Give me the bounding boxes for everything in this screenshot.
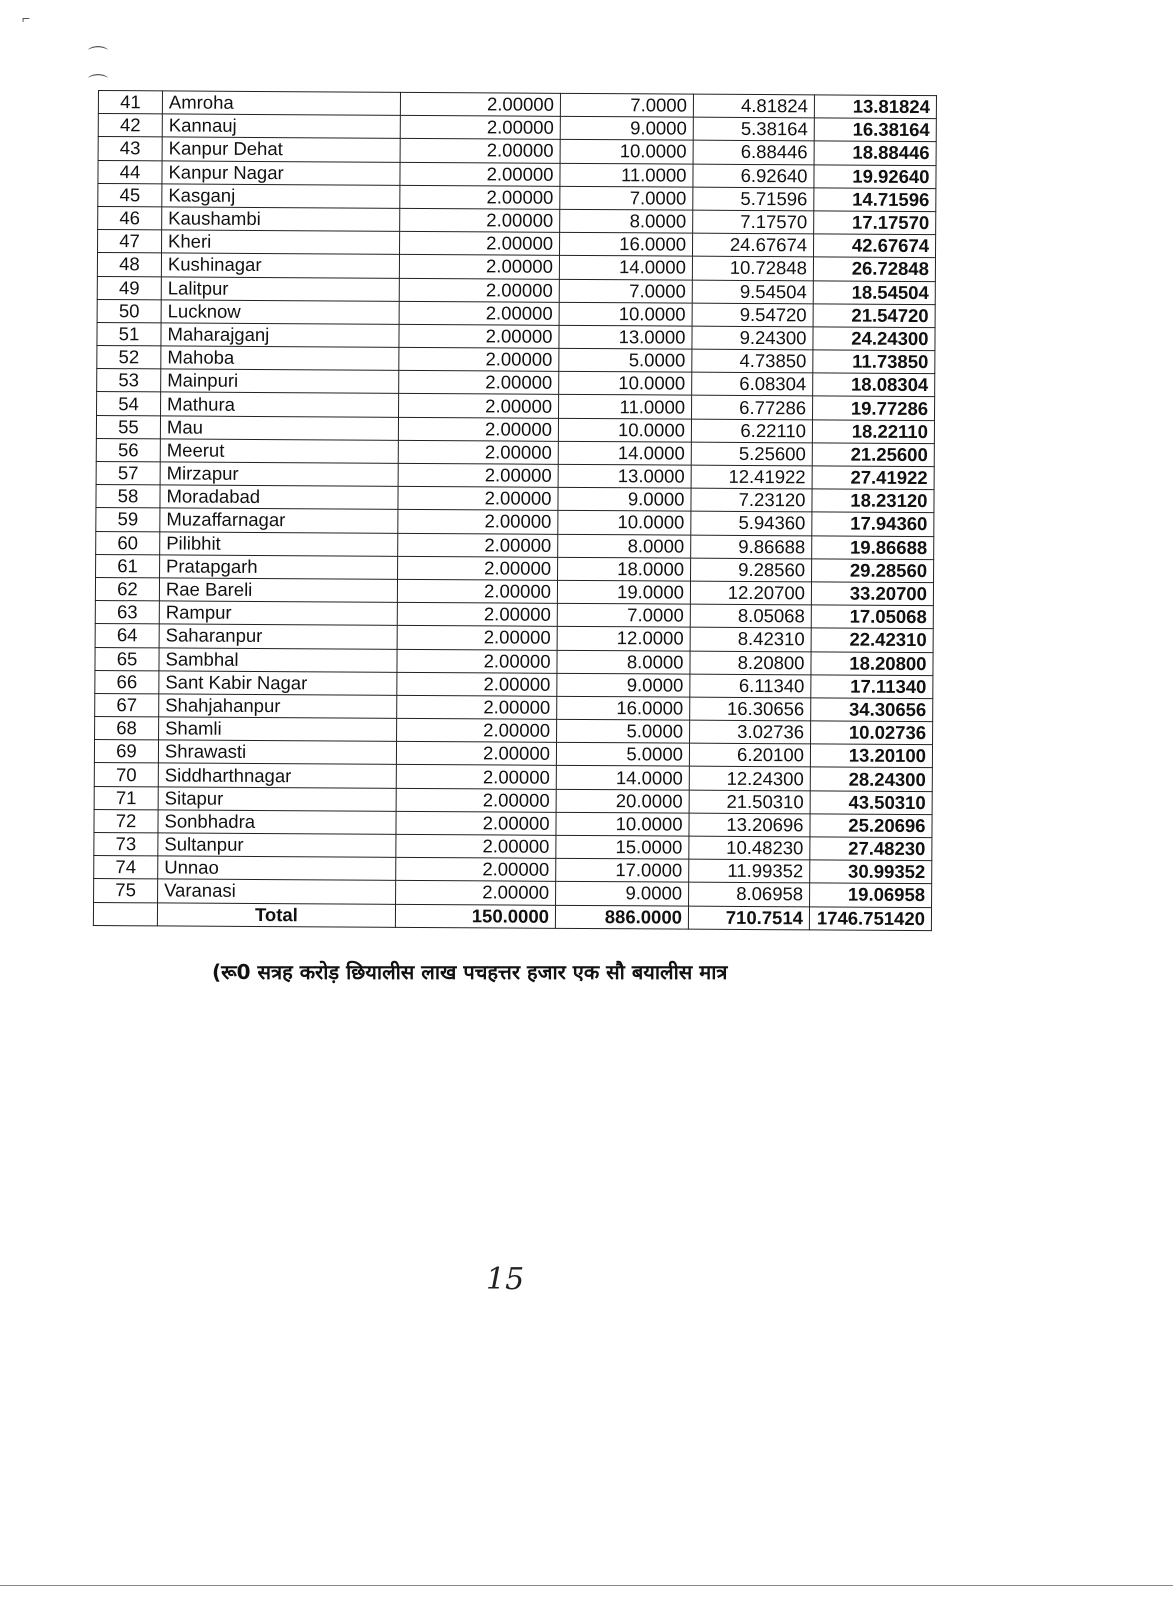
serial-number-cell: 45: [98, 183, 162, 207]
district-cell: Shrawasti: [158, 740, 396, 765]
row-total-cell: 19.92640: [814, 164, 936, 188]
column-3-cell: 8.42310: [690, 627, 811, 651]
column-3-cell: 6.08304: [692, 372, 813, 396]
column-2-cell: 8.0000: [560, 209, 693, 233]
row-total-cell: 18.08304: [813, 373, 935, 397]
column-2-cell: 14.0000: [559, 256, 692, 280]
district-cell: Kanpur Nagar: [162, 160, 400, 185]
column-1-cell: 2.00000: [397, 672, 557, 696]
column-2-cell: 19.0000: [557, 580, 690, 604]
total-col3: 710.7514: [688, 906, 809, 930]
column-1-cell: 2.00000: [397, 579, 557, 603]
column-1-cell: 2.00000: [396, 834, 556, 858]
column-1-cell: 2.00000: [398, 463, 558, 487]
column-2-cell: 10.0000: [556, 812, 689, 836]
row-total-cell: 28.24300: [810, 767, 932, 791]
column-3-cell: 16.30656: [690, 697, 811, 721]
column-3-cell: 10.72848: [692, 256, 813, 280]
district-cell: Kasganj: [162, 184, 400, 209]
column-2-cell: 14.0000: [556, 766, 689, 790]
column-1-cell: 2.00000: [396, 858, 556, 882]
row-total-cell: 25.20696: [810, 814, 932, 838]
column-2-cell: 9.0000: [557, 673, 690, 697]
column-1-cell: 2.00000: [396, 811, 556, 835]
row-total-cell: 30.99352: [810, 860, 932, 884]
column-1-cell: 2.00000: [397, 602, 557, 626]
column-1-cell: 2.00000: [400, 139, 560, 163]
serial-number-cell: 53: [97, 369, 161, 393]
district-cell: Meerut: [160, 439, 398, 464]
column-2-cell: 14.0000: [558, 441, 691, 465]
column-3-cell: 21.50310: [689, 790, 810, 814]
column-1-cell: 2.00000: [399, 255, 559, 279]
column-3-cell: 5.94360: [691, 512, 812, 536]
row-total-cell: 14.71596: [814, 188, 936, 212]
column-3-cell: 4.81824: [693, 94, 814, 118]
column-1-cell: 2.00000: [400, 208, 560, 232]
column-2-cell: 16.0000: [557, 696, 690, 720]
district-cell: Maharajganj: [161, 323, 399, 348]
district-cell: Kaushambi: [162, 207, 400, 232]
column-3-cell: 7.17570: [693, 210, 814, 234]
district-cell: Saharanpur: [159, 624, 397, 649]
column-3-cell: 6.20100: [689, 743, 810, 767]
column-1-cell: 2.00000: [397, 718, 557, 742]
scan-speck: ⌒: [88, 74, 108, 96]
district-cell: Rampur: [159, 601, 397, 626]
serial-number-cell: 41: [98, 91, 162, 115]
row-total-cell: 17.94360: [812, 512, 934, 536]
total-col1: 150.0000: [395, 904, 555, 928]
column-1-cell: 2.00000: [398, 417, 558, 441]
bottom-edge-line: [0, 1585, 1173, 1586]
row-total-cell: 43.50310: [810, 790, 932, 814]
column-2-cell: 10.0000: [559, 302, 692, 326]
row-total-cell: 11.73850: [813, 350, 935, 374]
page-number: 15: [486, 1262, 525, 1297]
column-1-cell: 2.00000: [396, 881, 556, 905]
district-cell: Moradabad: [160, 485, 398, 510]
row-total-cell: 29.28560: [812, 559, 934, 583]
row-total-cell: 18.20800: [811, 651, 933, 675]
serial-number-cell: 52: [97, 346, 161, 370]
scan-speck: ⌐: [22, 10, 31, 26]
district-cell: Mau: [160, 416, 398, 441]
total-label: Total: [157, 902, 395, 927]
serial-number-cell: 57: [96, 461, 160, 485]
column-3-cell: 12.41922: [691, 465, 812, 489]
serial-number-cell: 73: [94, 832, 158, 856]
district-cell: Sitapur: [158, 787, 396, 812]
serial-number-cell: 55: [96, 415, 160, 439]
district-cell: Kanpur Dehat: [162, 137, 400, 162]
row-total-cell: 33.20700: [811, 582, 933, 606]
row-total-cell: 42.67674: [813, 234, 935, 258]
column-2-cell: 13.0000: [559, 325, 692, 349]
column-3-cell: 4.73850: [692, 349, 813, 373]
row-total-cell: 21.25600: [812, 443, 934, 467]
column-1-cell: 2.00000: [398, 533, 558, 557]
serial-number-cell: 68: [95, 717, 159, 741]
column-2-cell: 7.0000: [557, 603, 690, 627]
column-2-cell: 10.0000: [559, 372, 692, 396]
row-total-cell: 19.86688: [812, 535, 934, 559]
column-1-cell: 2.00000: [399, 371, 559, 395]
row-total-cell: 34.30656: [811, 698, 933, 722]
column-2-cell: 8.0000: [558, 534, 691, 558]
district-cell: Kushinagar: [161, 253, 399, 278]
row-total-cell: 27.48230: [810, 837, 932, 861]
column-1-cell: 2.00000: [396, 742, 556, 766]
row-total-cell: 26.72848: [813, 257, 935, 281]
column-3-cell: 12.20700: [690, 581, 811, 605]
row-total-cell: 27.41922: [812, 466, 934, 490]
serial-number-cell: 74: [94, 856, 158, 880]
column-1-cell: 2.00000: [398, 487, 558, 511]
district-cell: Amroha: [162, 91, 400, 116]
serial-number-cell: 69: [94, 740, 158, 764]
column-1-cell: 2.00000: [397, 695, 557, 719]
total-row: [93, 902, 931, 930]
column-3-cell: 9.54504: [692, 280, 813, 304]
column-1-cell: 2.00000: [396, 765, 556, 789]
column-2-cell: 7.0000: [559, 279, 692, 303]
district-cell: Mainpuri: [161, 369, 399, 394]
district-cell: Varanasi: [158, 879, 396, 904]
column-2-cell: 8.0000: [557, 650, 690, 674]
row-total-cell: 18.88446: [814, 141, 936, 165]
column-3-cell: 5.38164: [693, 117, 814, 141]
column-3-cell: 5.25600: [691, 442, 812, 466]
district-cell: Sultanpur: [158, 833, 396, 858]
district-cell: Lucknow: [161, 300, 399, 325]
column-2-cell: 11.0000: [559, 395, 692, 419]
column-2-cell: 11.0000: [560, 163, 693, 187]
row-total-cell: 17.05068: [811, 605, 933, 629]
serial-number-cell: 60: [96, 531, 160, 555]
column-1-cell: 2.00000: [399, 301, 559, 325]
serial-number-cell: 56: [96, 438, 160, 462]
district-cell: Sonbhadra: [158, 810, 396, 835]
row-total-cell: 17.11340: [811, 675, 933, 699]
serial-number-cell: 65: [95, 647, 159, 671]
column-1-cell: 2.00000: [399, 324, 559, 348]
column-3-cell: 10.48230: [689, 836, 810, 860]
column-2-cell: 5.0000: [556, 743, 689, 767]
serial-number-cell: 75: [94, 879, 158, 903]
serial-number-cell: 49: [97, 276, 161, 300]
column-3-cell: 9.24300: [692, 326, 813, 350]
district-cell: Rae Bareli: [159, 578, 397, 603]
column-2-cell: 5.0000: [557, 719, 690, 743]
column-2-cell: 15.0000: [556, 835, 689, 859]
column-3-cell: 13.20696: [689, 813, 810, 837]
district-table: [93, 90, 937, 931]
column-1-cell: 2.00000: [399, 278, 559, 302]
serial-number-cell: 51: [97, 322, 161, 346]
serial-number-cell: 72: [94, 809, 158, 833]
row-total-cell: 13.20100: [810, 744, 932, 768]
column-2-cell: 9.0000: [560, 117, 693, 141]
district-cell: Shamli: [159, 717, 397, 742]
serial-number-cell: 43: [98, 137, 162, 161]
total-blank-cell: [93, 902, 157, 926]
serial-number-cell: 44: [98, 160, 162, 184]
column-2-cell: 5.0000: [559, 348, 692, 372]
serial-number-cell: 63: [95, 601, 159, 625]
district-cell: Mahoba: [161, 346, 399, 371]
row-total-cell: 13.81824: [814, 95, 936, 119]
column-1-cell: 2.00000: [397, 626, 557, 650]
column-2-cell: 7.0000: [560, 93, 693, 117]
serial-number-cell: 46: [98, 206, 162, 230]
column-2-cell: 13.0000: [558, 464, 691, 488]
district-cell: Mathura: [161, 392, 399, 417]
column-1-cell: 2.00000: [398, 556, 558, 580]
serial-number-cell: 67: [95, 693, 159, 717]
district-cell: Lalitpur: [161, 276, 399, 301]
serial-number-cell: 66: [95, 670, 159, 694]
row-total-cell: 18.54504: [813, 280, 935, 304]
row-total-cell: 19.06958: [810, 883, 932, 907]
column-2-cell: 10.0000: [560, 140, 693, 164]
serial-number-cell: 71: [94, 786, 158, 810]
column-3-cell: 6.77286: [692, 396, 813, 420]
district-cell: Kheri: [162, 230, 400, 255]
column-3-cell: 3.02736: [690, 720, 811, 744]
column-2-cell: 16.0000: [559, 232, 692, 256]
serial-number-cell: 54: [97, 392, 161, 416]
serial-number-cell: 64: [95, 624, 159, 648]
scan-speck: ⌒: [88, 46, 108, 68]
column-1-cell: 2.00000: [398, 510, 558, 534]
row-total-cell: 10.02736: [811, 721, 933, 745]
serial-number-cell: 48: [97, 253, 161, 277]
district-cell: Pilibhit: [160, 531, 398, 556]
column-2-cell: 10.0000: [558, 511, 691, 535]
column-3-cell: 8.20800: [690, 651, 811, 675]
column-3-cell: 24.67674: [692, 233, 813, 257]
column-3-cell: 6.92640: [693, 164, 814, 188]
amount-in-words: (रू0 सत्रह करोड़ छियालीस लाख पचहत्तर हजार एक सौ बयालीस मात्र: [212, 960, 728, 984]
row-total-cell: 19.77286: [813, 396, 935, 420]
column-2-cell: 18.0000: [558, 557, 691, 581]
column-2-cell: 20.0000: [556, 789, 689, 813]
column-3-cell: 8.06958: [689, 882, 810, 906]
column-3-cell: 6.22110: [691, 419, 812, 443]
serial-number-cell: 62: [95, 577, 159, 601]
column-1-cell: 2.00000: [397, 649, 557, 673]
column-2-cell: 9.0000: [556, 882, 689, 906]
column-3-cell: 6.11340: [690, 674, 811, 698]
row-total-cell: 21.54720: [813, 304, 935, 328]
column-1-cell: 2.00000: [399, 394, 559, 418]
district-cell: Sambhal: [159, 647, 397, 672]
serial-number-cell: 42: [98, 114, 162, 138]
column-3-cell: 9.54720: [692, 303, 813, 327]
district-cell: Muzaffarnagar: [160, 508, 398, 533]
serial-number-cell: 47: [98, 230, 162, 254]
serial-number-cell: 59: [96, 508, 160, 532]
column-3-cell: 11.99352: [689, 859, 810, 883]
column-2-cell: 12.0000: [557, 627, 690, 651]
district-cell: Siddharthnagar: [158, 763, 396, 788]
serial-number-cell: 50: [97, 299, 161, 323]
column-2-cell: 9.0000: [558, 488, 691, 512]
table-body: [93, 91, 936, 931]
column-1-cell: 2.00000: [398, 440, 558, 464]
column-3-cell: 8.05068: [690, 604, 811, 628]
row-total-cell: 18.22110: [812, 419, 934, 443]
column-3-cell: 9.86688: [691, 535, 812, 559]
column-1-cell: 2.00000: [400, 116, 560, 140]
district-cell: Shahjahanpur: [159, 694, 397, 719]
column-3-cell: 12.24300: [689, 767, 810, 791]
district-cell: Unnao: [158, 856, 396, 881]
row-total-cell: 24.24300: [813, 327, 935, 351]
row-total-cell: 17.17570: [814, 211, 936, 235]
district-cell: Pratapgarh: [160, 555, 398, 580]
column-3-cell: 9.28560: [691, 558, 812, 582]
district-cell: Sant Kabir Nagar: [159, 671, 397, 696]
column-1-cell: 2.00000: [400, 185, 560, 209]
column-1-cell: 2.00000: [399, 347, 559, 371]
row-total-cell: 16.38164: [814, 118, 936, 142]
row-total-cell: 22.42310: [811, 628, 933, 652]
column-1-cell: 2.00000: [396, 788, 556, 812]
column-3-cell: 5.71596: [693, 187, 814, 211]
district-cell: Mirzapur: [160, 462, 398, 487]
serial-number-cell: 61: [96, 554, 160, 578]
total-col2: 886.0000: [555, 905, 688, 929]
grand-total: 1746.751420: [809, 906, 931, 930]
serial-number-cell: 70: [94, 763, 158, 787]
column-1-cell: 2.00000: [399, 231, 559, 255]
column-3-cell: 7.23120: [691, 488, 812, 512]
column-2-cell: 10.0000: [558, 418, 691, 442]
row-total-cell: 18.23120: [812, 489, 934, 513]
column-2-cell: 17.0000: [556, 858, 689, 882]
column-2-cell: 7.0000: [560, 186, 693, 210]
district-cell: Kannauj: [162, 114, 400, 139]
column-1-cell: 2.00000: [400, 162, 560, 186]
column-3-cell: 6.88446: [693, 141, 814, 165]
serial-number-cell: 58: [96, 485, 160, 509]
column-1-cell: 2.00000: [400, 92, 560, 116]
